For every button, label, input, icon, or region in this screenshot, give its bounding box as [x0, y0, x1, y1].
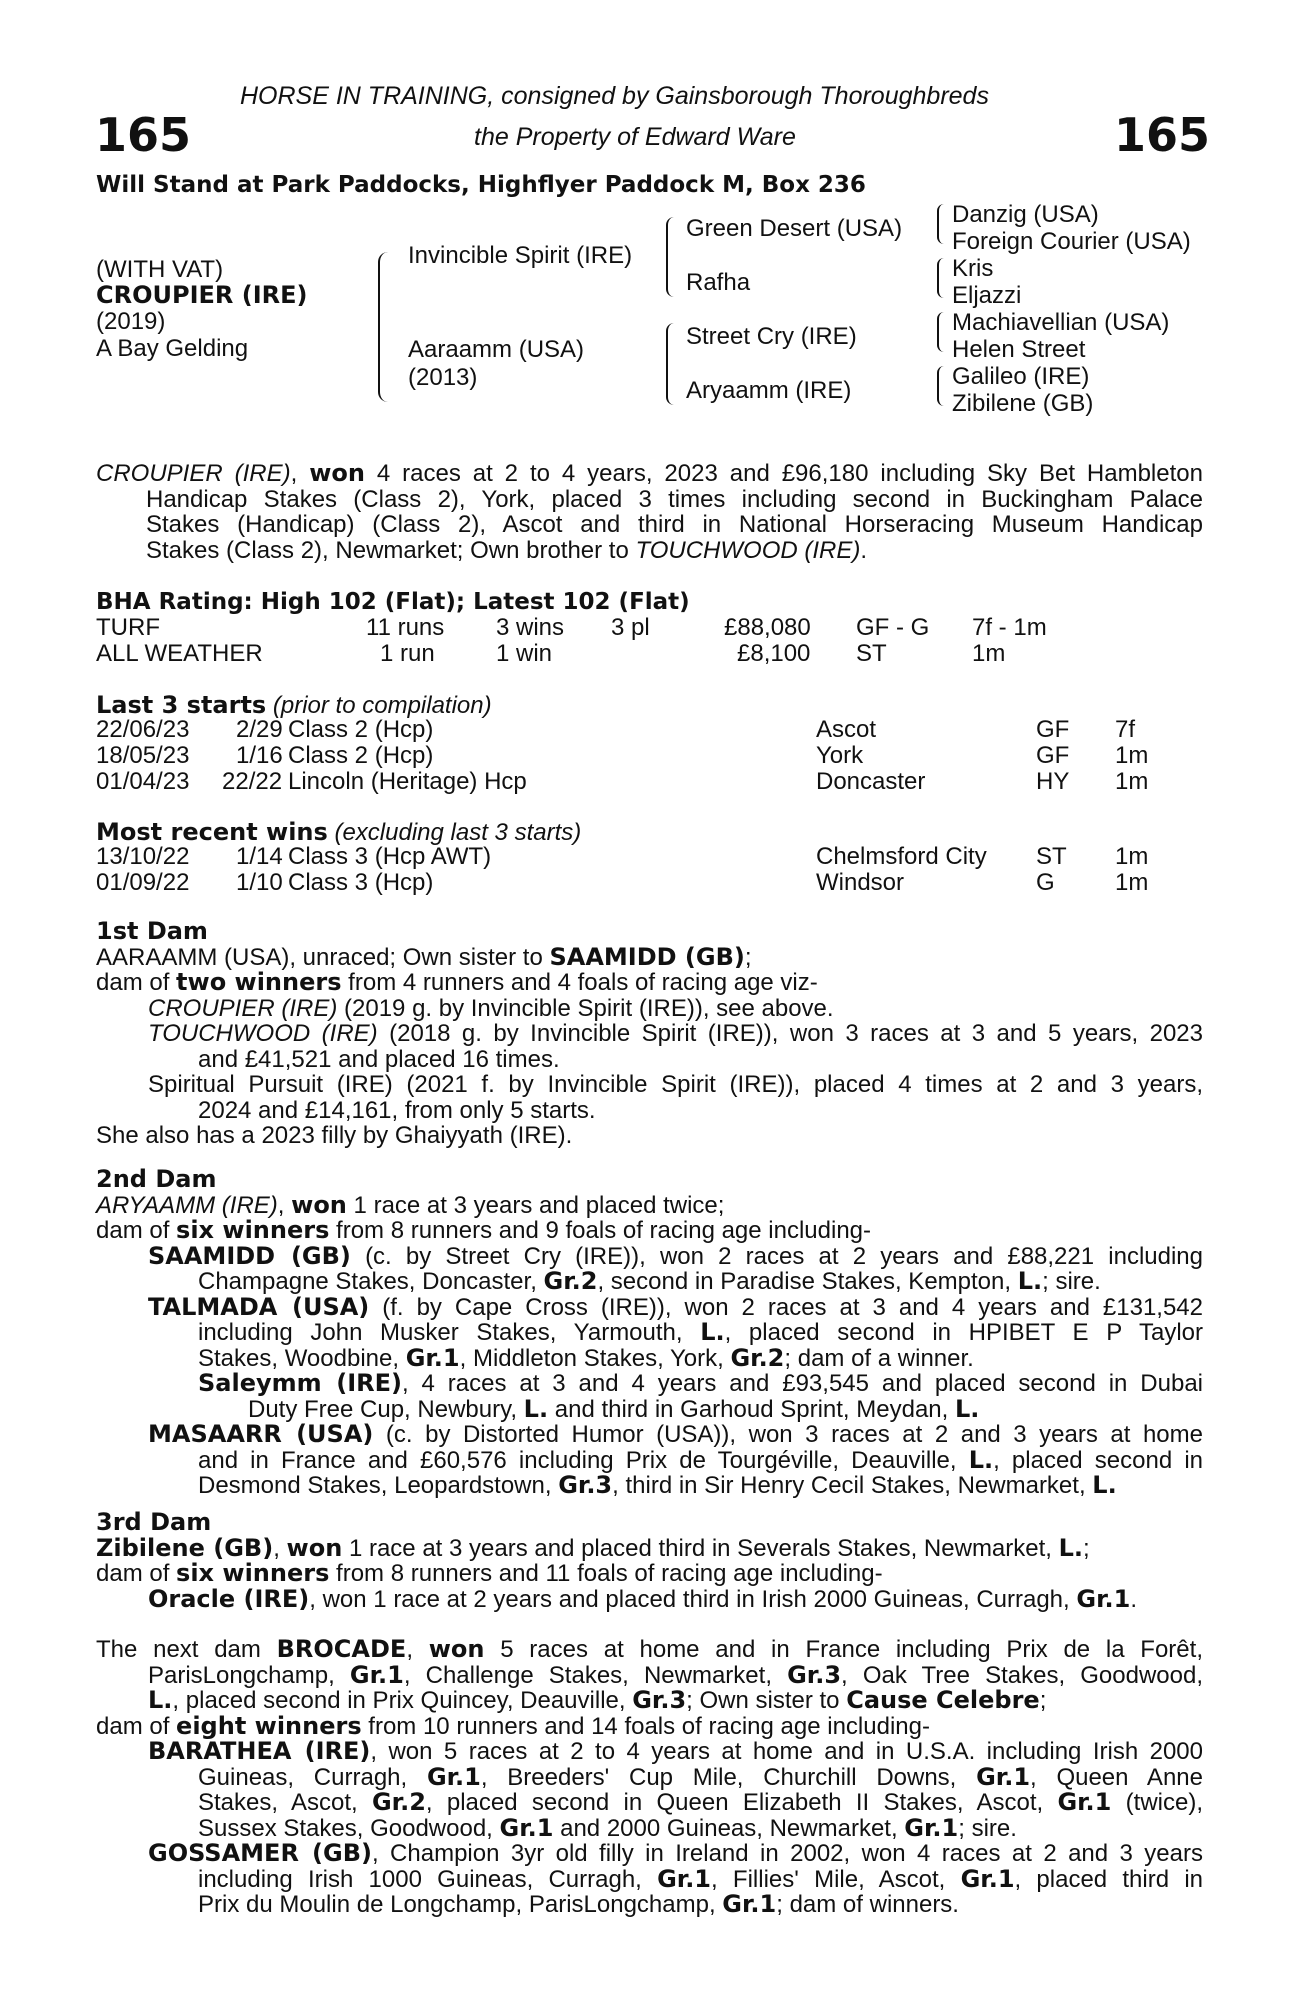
- pedigree-sdd: Eljazzi: [952, 282, 1022, 309]
- row-date: 18/05/23: [96, 742, 190, 769]
- last3-row: [96, 742, 1196, 768]
- horse-description: A Bay Gelding: [96, 335, 249, 362]
- first-dam-line1: AARAAMM (USA), unraced; Own sister to: [96, 943, 550, 971]
- next-dam-record: 5 races at home and in France including Prix de la Forêt,: [484, 1636, 1203, 1663]
- summary-horse-name: CROUPIER (IRE): [96, 460, 291, 487]
- row-position: 1/14: [236, 843, 283, 870]
- progeny-name: SAAMIDD (GB): [148, 1241, 351, 1270]
- last3-row: [96, 768, 1196, 794]
- progeny-detail: including Irish 1000 Guineas, Curragh,: [198, 1865, 658, 1893]
- recent-row: [96, 869, 1196, 895]
- bha-rating-title: BHA Rating: High 102 (Flat); Latest 102 (Flat): [96, 589, 690, 615]
- progeny-detail: and third in Garhoud Sprint, Meydan,: [548, 1395, 955, 1423]
- progeny-detail: (2019 g. by Invincible Spirit (IRE)), see above.: [337, 994, 834, 1022]
- grade: Gr.1: [976, 1762, 1031, 1791]
- summary-line-3: Stakes (Handicap) (Class 2), Ascot and third in National Horseracing Museum Handicap: [146, 511, 1203, 538]
- pedigree-dsd: Helen Street: [952, 336, 1086, 363]
- next-dam-foals: from 10 runners and 14 foals of racing age including-: [361, 1712, 930, 1740]
- row-going: GF: [1036, 716, 1070, 743]
- rating-surface: ALL WEATHER: [96, 640, 263, 667]
- progeny-detail: and in France and £60,576 including Prix de Tourgéville, Deauville,: [198, 1446, 969, 1474]
- recent-note: (excluding last 3 starts): [334, 819, 582, 846]
- next-dam-sister: Cause Celebre: [846, 1686, 1040, 1714]
- pedigree-brace-ss: [937, 204, 946, 244]
- second-dam-record: 1 race at 3 years and placed twice;: [346, 1191, 725, 1219]
- progeny-name: Oracle (IRE): [148, 1584, 310, 1613]
- row-going: GF: [1036, 742, 1070, 769]
- summary-paragraph: CROUPIER (IRE), won 4 races at 2 to 4 years, 2023 and £96,180 including Sky Bet Hambleton Handicap Stakes (Class 2), York, placed 3 times including second in Buckingham Palace Stakes (Handicap) (Class 2), Ascot and third in National Horseracing Museum Handicap Stakes (Class 2), Newmarket; Own brother to TOUCHWOOD (IRE).: [96, 459, 1203, 564]
- progeny-detail: Spiritual Pursuit (IRE) (2021 f. by Invincible Spirit (IRE)), placed 4 times at 2 and 3 years,: [148, 1071, 1203, 1098]
- progeny-detail: , Queen Anne: [1030, 1763, 1203, 1791]
- grade: L.: [954, 1394, 980, 1423]
- pedigree-sire-sire: Green Desert (USA): [686, 215, 903, 242]
- second-dam-name: ARYAAMM (IRE): [96, 1191, 278, 1219]
- rating-runs: 1 run: [380, 640, 435, 667]
- progeny-detail: , placed third in: [1014, 1865, 1203, 1893]
- progeny-detail: ; dam of winners.: [776, 1891, 959, 1918]
- grade: L.: [1017, 1267, 1043, 1295]
- grade: Gr.1: [1076, 1584, 1131, 1613]
- row-race: Class 3 (Hcp AWT): [288, 843, 492, 870]
- rating-runs: 11 runs: [366, 614, 445, 641]
- progeny-detail: ; sire.: [958, 1814, 1017, 1842]
- progeny-detail-cont: 2024 and £14,161, from only 5 starts.: [198, 1096, 596, 1124]
- progeny-detail: (twice),: [1111, 1789, 1203, 1816]
- grade: Gr.1: [499, 1813, 554, 1842]
- progeny-detail: , Champion 3yr old filly in Ireland in 2002, won 4 races at 2 and 3 years: [371, 1840, 1203, 1867]
- progeny-detail: (2018 g. by Invincible Spirit (IRE)), won 3 races at 3 and 5 years, 2023: [377, 1020, 1204, 1047]
- grade: Gr.3: [787, 1660, 842, 1689]
- sep: ,: [273, 1534, 287, 1562]
- second-dam-damof: dam of: [96, 1217, 177, 1244]
- progeny-detail-cont: and £41,521 and placed 16 times.: [198, 1045, 560, 1073]
- row-date: 22/06/23: [96, 716, 190, 743]
- sep: ,: [406, 1636, 429, 1663]
- pedigree-ddd: Zibilene (GB): [952, 390, 1094, 417]
- pedigree-brace-sd: [937, 258, 946, 298]
- summary-line-1: 4 races at 2 to 4 years, 2023 and £96,180 including Sky Bet Hambleton: [376, 460, 1203, 487]
- pedigree-dam-year: (2013): [408, 364, 478, 391]
- pedigree-sds: Kris: [952, 255, 994, 282]
- progeny-detail: Duty Free Cup, Newbury,: [248, 1395, 524, 1423]
- row-date: 01/04/23: [96, 768, 190, 795]
- progeny-detail: , placed second in: [993, 1446, 1203, 1474]
- grade: Gr.1: [960, 1864, 1015, 1893]
- progeny-name: TALMADA (USA): [148, 1292, 370, 1321]
- row-race: Lincoln (Heritage) Hcp: [288, 768, 527, 795]
- row-course: Chelmsford City: [816, 843, 987, 870]
- summary-period: .: [860, 536, 868, 564]
- third-dam-name: Zibilene (GB): [96, 1533, 274, 1562]
- first-dam-semicolon: ;: [744, 943, 752, 971]
- pedigree-brace-dd: [937, 366, 946, 406]
- grade: L.: [700, 1318, 725, 1346]
- next-dam-won: won: [428, 1635, 485, 1663]
- pedigree-sire-dam: Rafha: [686, 269, 751, 296]
- progeny-detail: , third in Sir Henry Cecil Stakes, Newmarket,: [612, 1472, 1093, 1499]
- grade: L.: [1058, 1533, 1084, 1562]
- next-dam-name: BROCADE: [276, 1635, 407, 1663]
- lot-number-left: 165: [95, 108, 192, 162]
- progeny-name: BARATHEA (IRE): [148, 1737, 371, 1765]
- row-course: Doncaster: [816, 768, 926, 795]
- lot-number-right: 165: [1114, 108, 1211, 162]
- rating-going: ST: [856, 640, 887, 667]
- progeny-detail: Stakes, Woodbine,: [198, 1344, 406, 1372]
- next-dam-record: , Oak Tree Stakes, Goodwood,: [841, 1661, 1203, 1689]
- grade: Gr.1: [349, 1660, 404, 1689]
- progeny-detail: (c. by Distorted Humor (USA)), won 3 races at 2 and 3 years at home: [373, 1421, 1203, 1448]
- first-dam-sister: SAAMIDD (GB): [549, 942, 745, 971]
- progeny-detail: ; sire.: [1042, 1268, 1101, 1295]
- rating-distance: 1m: [972, 640, 1006, 667]
- progeny-detail: Sussex Stakes, Goodwood,: [198, 1814, 500, 1842]
- progeny-detail: Stakes, Ascot,: [198, 1789, 372, 1816]
- horse-year: (2019): [96, 308, 166, 335]
- row-course: Windsor: [816, 869, 905, 896]
- progeny-detail: ; dam of a winner.: [784, 1344, 974, 1372]
- row-position: 2/29: [236, 716, 283, 743]
- row-going: ST: [1036, 843, 1067, 870]
- row-distance: 7f: [1115, 716, 1136, 743]
- first-dam-foals: from 4 runners and 4 foals of racing age viz-: [341, 969, 818, 996]
- row-position: 1/16: [236, 742, 283, 769]
- progeny-detail: , Fillies' Mile, Ascot,: [711, 1865, 961, 1893]
- grade: Gr.2: [730, 1343, 785, 1372]
- sep: ,: [277, 1191, 292, 1219]
- progeny-detail: Champagne Stakes, Doncaster,: [198, 1268, 544, 1295]
- third-dam-title: 3rd Dam: [96, 1508, 212, 1536]
- first-dam-damof: dam of: [96, 969, 177, 996]
- row-course: Ascot: [816, 716, 877, 743]
- row-date: 01/09/22: [96, 869, 190, 896]
- pedigree-dam-sire: Street Cry (IRE): [686, 323, 857, 350]
- progeny-detail: , won 5 races at 2 to 4 years at home and in U.S.A. including Irish 2000: [370, 1738, 1204, 1765]
- row-race: Class 2 (Hcp): [288, 716, 434, 743]
- grade: Gr.3: [558, 1471, 613, 1499]
- last3-row: [96, 716, 1196, 742]
- third-dam-winners: six winners: [176, 1559, 330, 1587]
- second-dam-title: 2nd Dam: [96, 1165, 217, 1193]
- progeny-detail: , placed second in Queen Elizabeth II Stakes, Ascot,: [425, 1789, 1058, 1816]
- recent-row: [96, 843, 1196, 869]
- pedigree-ssd: Foreign Courier (USA): [952, 228, 1191, 255]
- progeny-detail: Prix du Moulin de Longchamp, ParisLongchamp,: [198, 1891, 723, 1918]
- row-going: HY: [1036, 768, 1070, 795]
- progeny-detail: , won 1 race at 2 years and placed third in Irish 2000 Guineas, Curragh,: [309, 1585, 1077, 1613]
- progeny-name: GOSSAMER (GB): [148, 1839, 372, 1867]
- second-dam-won: won: [291, 1190, 347, 1219]
- grade: L.: [968, 1445, 994, 1474]
- pedigree-dss: Machiavellian (USA): [952, 309, 1170, 336]
- second-dam-winners: six winners: [176, 1216, 330, 1244]
- row-distance: 1m: [1115, 768, 1149, 795]
- progeny-detail: , placed second in HPIBET E P Taylor: [724, 1319, 1203, 1346]
- row-distance: 1m: [1115, 843, 1149, 870]
- rating-row-aw: [96, 640, 1196, 666]
- summary-line-2: Handicap Stakes (Class 2), York, placed 3 times including second in Buckingham Palace: [146, 485, 1203, 513]
- progeny-detail: including John Musker Stakes, Yarmouth,: [198, 1319, 701, 1346]
- rating-row-turf: [96, 614, 1196, 640]
- third-dam-record: 1 race at 3 years and placed third in Severals Stakes, Newmarket,: [342, 1534, 1059, 1562]
- progeny-detail: Guineas, Curragh,: [198, 1763, 427, 1791]
- row-distance: 1m: [1115, 869, 1149, 896]
- grade: L.: [148, 1686, 173, 1714]
- progeny-name: Saleymm (IRE): [198, 1369, 402, 1397]
- next-dam-record: ParisLongchamp,: [148, 1661, 350, 1689]
- summary-line-4: Stakes (Class 2), Newmarket; Own brother to: [146, 536, 636, 564]
- next-dam-record: ; Own sister to: [686, 1687, 847, 1714]
- progeny-detail: , 4 races at 3 and 4 years and £93,545 and placed second in Dubai: [401, 1370, 1203, 1397]
- row-date: 13/10/22: [96, 843, 190, 870]
- third-dam-won: won: [286, 1533, 343, 1562]
- row-distance: 1m: [1115, 742, 1149, 769]
- row-position: 22/22: [222, 768, 283, 795]
- progeny-detail: , Breeders' Cup Mile, Churchill Downs,: [480, 1763, 977, 1791]
- progeny-detail: and 2000 Guineas, Newmarket,: [553, 1814, 905, 1842]
- row-race: Class 3 (Hcp): [288, 869, 434, 896]
- vat-note: (WITH VAT): [96, 256, 224, 283]
- grade: Gr.2: [371, 1788, 426, 1816]
- progeny-name: TOUCHWOOD (IRE): [148, 1020, 378, 1047]
- recent-title: Most recent wins: [96, 818, 328, 846]
- first-dam-filly-note: She also has a 2023 filly by Ghaiyyath (IRE).: [96, 1122, 573, 1149]
- second-dam-section: [96, 1167, 1203, 1499]
- next-dam-record: , Challenge Stakes, Newmarket,: [403, 1661, 788, 1689]
- next-dam-damof: dam of: [96, 1712, 177, 1740]
- grade: Gr.2: [543, 1267, 598, 1295]
- rating-distance: 7f - 1m: [972, 614, 1047, 641]
- grade: Gr.1: [904, 1813, 959, 1842]
- grade: Gr.1: [657, 1864, 712, 1893]
- pedigree-brace-dam: [666, 323, 676, 405]
- grade: Gr.1: [405, 1343, 460, 1372]
- progeny-detail: (c. by Street Cry (IRE)), won 2 races at 2 years and £88,221 including: [350, 1242, 1204, 1270]
- pedigree-brace-sire: [666, 217, 676, 297]
- third-dam-foals: from 8 runners and 11 foals of racing age including-: [329, 1560, 883, 1587]
- progeny-detail: (f. by Cape Cross (IRE)), won 2 races at 3 and 4 years and £131,542: [369, 1293, 1203, 1321]
- sep: ;: [1039, 1687, 1047, 1714]
- consignor-line: HORSE IN TRAINING, consigned by Gainsborough Thoroughbreds: [240, 82, 989, 110]
- pedigree-sss: Danzig (USA): [952, 201, 1099, 228]
- grade: Gr.3: [632, 1686, 687, 1714]
- row-going: G: [1036, 869, 1055, 896]
- pedigree-dds: Galileo (IRE): [952, 363, 1090, 390]
- row-course: York: [816, 742, 864, 769]
- first-dam-winners: two winners: [176, 968, 342, 996]
- rating-money: £8,100: [737, 640, 811, 667]
- grade: Gr.1: [722, 1890, 777, 1918]
- rating-placed: 3 pl: [611, 614, 650, 641]
- grade: L.: [523, 1394, 549, 1423]
- pedigree-dam-dam: Aryaamm (IRE): [686, 377, 852, 404]
- sep: ;: [1083, 1534, 1090, 1562]
- third-dam-section: [96, 1510, 1203, 1612]
- next-dam-intro: The next dam: [96, 1636, 277, 1663]
- pedigree-brace-ds: [937, 312, 946, 352]
- first-dam-section: [96, 919, 1203, 1149]
- stand-location: Will Stand at Park Paddocks, Highflyer Paddock M, Box 236: [96, 172, 866, 198]
- horse-name: CROUPIER (IRE): [96, 281, 308, 309]
- rating-wins: 1 win: [496, 640, 553, 667]
- progeny-name: MASAARR (USA): [148, 1420, 374, 1448]
- summary-brother: TOUCHWOOD (IRE): [635, 536, 861, 564]
- sep: .: [1130, 1585, 1137, 1613]
- row-race: Class 2 (Hcp): [288, 742, 434, 769]
- summary-won: won: [309, 459, 365, 487]
- last3-note: (prior to compilation): [272, 692, 492, 719]
- second-dam-foals: from 8 runners and 9 foals of racing age including-: [329, 1217, 872, 1244]
- first-dam-title: 1st Dam: [96, 917, 208, 945]
- next-dam-section: [96, 1637, 1203, 1918]
- rating-wins: 3 wins: [496, 614, 565, 641]
- grade: Gr.1: [426, 1762, 481, 1791]
- row-position: 1/10: [236, 869, 283, 896]
- grade: Gr.1: [1057, 1788, 1112, 1816]
- progeny-detail: , Middleton Stakes, York,: [459, 1344, 731, 1372]
- rating-surface: TURF: [96, 614, 160, 641]
- progeny-detail: Desmond Stakes, Leopardstown,: [198, 1472, 559, 1499]
- next-dam-winners: eight winners: [176, 1711, 362, 1740]
- pedigree-brace-main: [378, 252, 390, 402]
- progeny-detail: , second in Paradise Stakes, Kempton,: [597, 1268, 1018, 1295]
- property-line: the Property of Edward Ware: [474, 123, 796, 151]
- rating-money: £88,080: [724, 614, 811, 641]
- grade: L.: [1092, 1471, 1117, 1499]
- third-dam-damof: dam of: [96, 1560, 177, 1587]
- last3-title: Last 3 starts: [96, 691, 267, 719]
- pedigree-sire: Invincible Spirit (IRE): [408, 242, 633, 269]
- next-dam-record: , placed second in Prix Quincey, Deauville,: [172, 1687, 633, 1714]
- pedigree-dam: Aaraamm (USA): [408, 336, 585, 363]
- rating-going: GF - G: [856, 614, 930, 641]
- progeny-name: CROUPIER (IRE): [148, 994, 338, 1022]
